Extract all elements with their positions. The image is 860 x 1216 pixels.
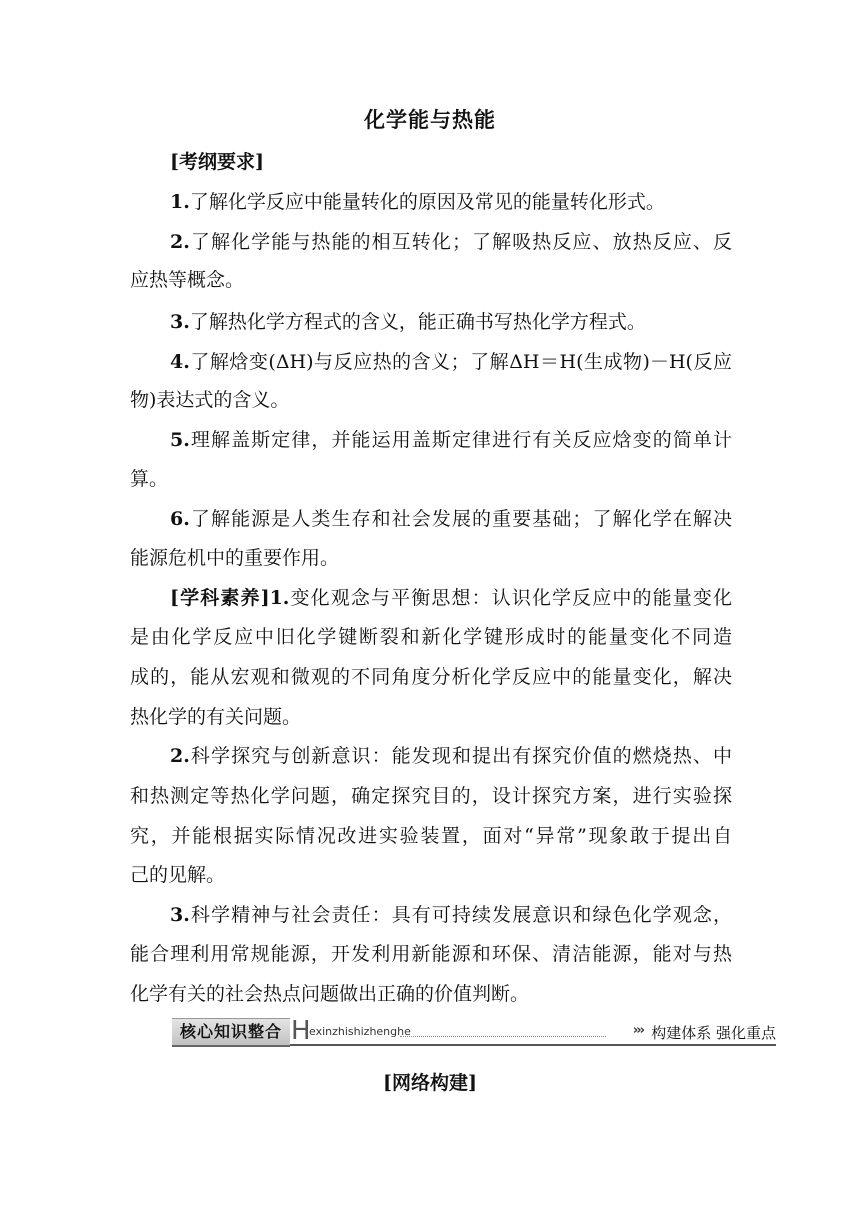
banner-slogan: 构建体系 强化重点 <box>651 1024 776 1042</box>
item-number: 3. <box>170 904 190 926</box>
literacy-item-1-line-3: 成的，能从宏观和微观的不同角度分析化学反应中的能量变化，解决 <box>130 666 732 688</box>
requirement-item-6-cont: 能源危机中的重要作用。 <box>130 547 340 569</box>
item-number: 5. <box>170 429 190 451</box>
banner-underline <box>290 1044 776 1046</box>
item-text: 理解盖斯定律，并能运用盖斯定律进行有关反应焓变的简单计 <box>189 429 732 451</box>
section-banner <box>172 1018 776 1046</box>
page-title: 化学能与热能 <box>364 107 496 132</box>
item-number: 4. <box>170 351 190 373</box>
requirement-item-5-cont: 算。 <box>130 468 169 490</box>
literacy-item-3-line-3: 化学有关的社会热点问题做出正确的价值判断。 <box>130 983 530 1005</box>
item-text: 了解化学反应中能量转化的原因及常见的能量转化形式。 <box>189 191 665 213</box>
banner-arrows-icon: ››› <box>632 1023 643 1038</box>
literacy-item-1-line-4: 热化学的有关问题。 <box>130 706 302 728</box>
literacy-item-3 <box>170 903 732 927</box>
literacy-item-1-line-2: 是由化学反应中旧化学键断裂和新化学键形成时的能量变化不同造 <box>130 626 732 648</box>
literacy-item-2-line-2: 和热测定等热化学问题，确定探究目的，设计探究方案，进行实验探 <box>130 785 732 807</box>
literacy-item-2-line-4: 己的见解。 <box>130 864 226 886</box>
requirement-item-4 <box>170 350 732 374</box>
item-text: 变化观念与平衡思想：认识化学反应中的能量变化 <box>289 587 732 609</box>
item-text: 了解热化学方程式的含义，能正确书写热化学方程式。 <box>189 311 646 333</box>
banner-label: 核心知识整合 <box>172 1018 290 1047</box>
requirement-item-2 <box>170 230 732 254</box>
item-number: 1. <box>170 191 190 213</box>
banner-dotted-rule <box>400 1036 606 1037</box>
item-number: 3. <box>170 311 190 333</box>
literacy-item-2-line-3: 究，并能根据实际情况改进实验装置，面对“异常”现象敢于提出自 <box>130 825 732 847</box>
item-number: 6. <box>170 508 190 530</box>
literacy-item-3-line-2: 能合理利用常规能源，开发利用新能源和环保、清洁能源，能对与热 <box>130 943 732 965</box>
requirement-item-5 <box>170 428 732 452</box>
item-text: 了解焓变(ΔH)与反应热的含义；了解ΔH＝H(生成物)－H(反应 <box>189 351 732 373</box>
requirement-item-4-cont: 物)表达式的含义。 <box>130 389 290 411</box>
requirement-item-1 <box>170 190 732 214</box>
requirement-item-6 <box>170 507 732 531</box>
literacy-item-2 <box>170 744 732 768</box>
item-number: 2. <box>170 231 190 253</box>
requirement-item-2-cont: 应热等概念。 <box>130 269 245 291</box>
item-text: 科学精神与社会责任：具有可持续发展意识和绿色化学观念， <box>189 904 732 926</box>
item-text: 了解化学能与热能的相互转化；了解吸热反应、放热反应、反 <box>189 231 732 253</box>
banner-letter: H <box>291 1016 311 1046</box>
item-text: 了解能源是人类生存和社会发展的重要基础；了解化学在解决 <box>189 508 732 530</box>
literacy-heading: [学科素养] <box>170 587 270 609</box>
item-number: 1. <box>269 587 290 609</box>
requirements-heading: [考纲要求] <box>170 151 264 173</box>
item-number: 2. <box>170 745 190 767</box>
literacy-item-1 <box>170 586 732 610</box>
section-heading: [网络构建] <box>383 1072 477 1094</box>
requirement-item-3 <box>170 310 732 334</box>
item-text: 科学探究与创新意识：能发现和提出有探究价值的燃烧热、中 <box>189 745 732 767</box>
banner-pinyin: exinzhishizhenghe <box>309 1025 411 1038</box>
